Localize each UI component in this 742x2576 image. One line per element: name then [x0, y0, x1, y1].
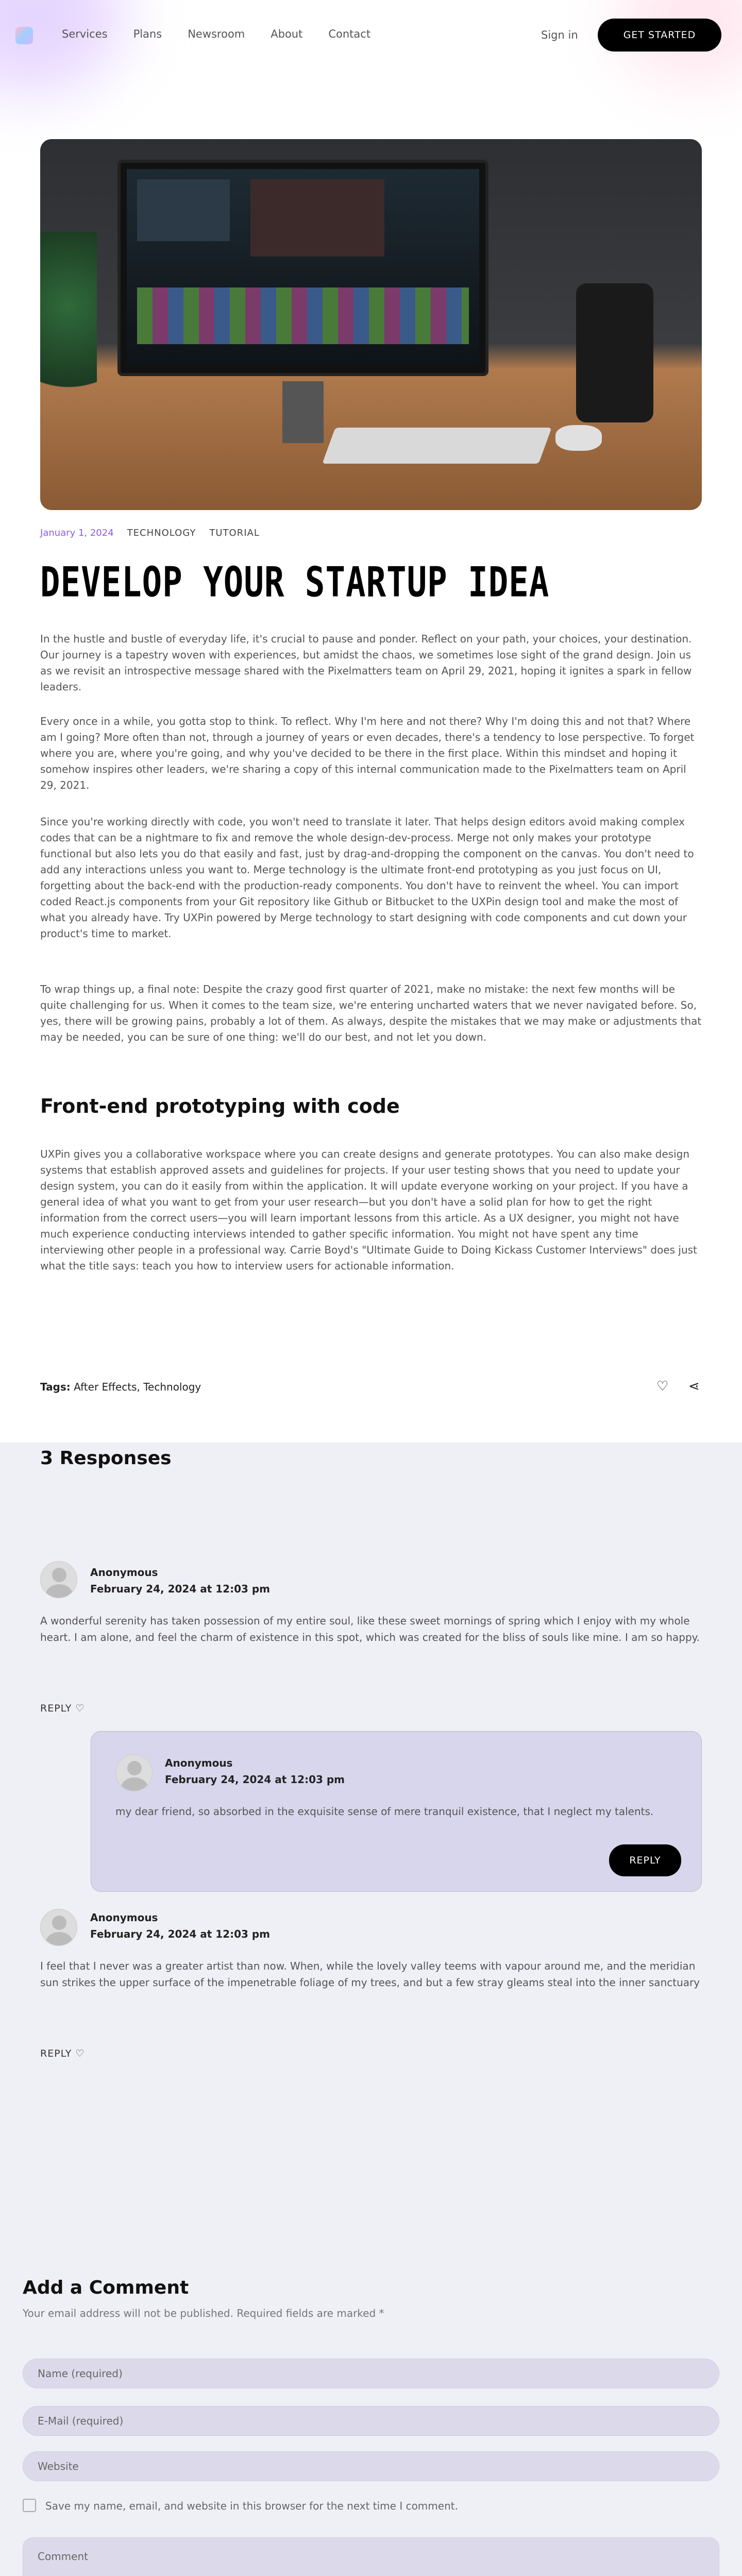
nav-contact[interactable]: Contact: [328, 28, 371, 40]
heart-icon[interactable]: ♡: [656, 1379, 669, 1394]
post-meta: [40, 528, 260, 538]
comment-text: my dear friend, so absorbed in the exquisite sense of mere tranquil existence, that I neglect my talents.: [115, 1805, 654, 1818]
hero-image: [40, 139, 702, 510]
nav-services[interactable]: Services: [62, 28, 108, 40]
save-info-checkbox[interactable]: [23, 2499, 36, 2512]
category-technology[interactable]: TECHNOLOGY: [127, 528, 196, 538]
reply-link[interactable]: REPLY ♡: [40, 1703, 85, 1714]
post-paragraph: Since you're working directly with code, you won't need to translate it later. That helps design editors avoid making complex codes that can be a nightmare to fix and remove the whole design-dev-process. Merge not only makes your prototype functional but also lets you do that easily and fast, just by drag-and-dropping the component on the canvas. You don't need to add any interactions unless you want to. Merge technology is the ultimate front-end prototyping as you just focus on UI, forgetting about the back-end with the production-ready components. You don't have to reinvent the wheel. You can import coded React.js components from your Git repository like Github or Bitbucket to the UXPin design tool and make the most of what you already have. Try UXPin powered by Merge technology to start designing with code components and cut down your product's time to market.: [40, 816, 694, 940]
post-paragraph: To wrap things up, a final note: Despite the crazy good first quarter of 2021, make no mistake: the next few months will be quite challenging for us. When it comes to the team size, we're entering uncharted waters that we never navigated before. So, yes, there will be growing pains, probably a lot of them. As always, despite the mistakes that we may make or adjustments that may be needed, you can be sure of one thing: we'll do our best, and not let you down.: [40, 983, 702, 1043]
comment-date: February 24, 2024 at 12:03 pm: [165, 1773, 345, 1786]
reply-button[interactable]: REPLY: [609, 1844, 681, 1876]
comment-textarea[interactable]: Comment: [23, 2537, 719, 2576]
comment-text: A wonderful serenity has taken possession of my entire soul, like these sweet mornings of spring which I enjoy with my whole heart. I am alone, and feel the charm of existence in this spot, which was created for the bliss of souls like mine. I am so happy.: [40, 1615, 700, 1643]
post-title: DEVELOP YOUR STARTUP IDEA: [40, 559, 550, 607]
tags-list[interactable]: After Effects, Technology: [74, 1381, 201, 1393]
heart-icon[interactable]: ♡: [75, 2048, 85, 2059]
post-paragraph: UXPin gives you a collaborative workspace where you can create designs and generate prototypes. You can also make design systems that establish approved assets and guidelines for projects. If your user testing shows that you need to update your design system, you can do it easily from within the application. It will update everyone working on your project. If you have a general idea of what you want to get from your user research—but you don't have a solid plan for how to get the right information from the correct users—you will learn important lessons from this article. As a UX designer, you might not have much experience conducting interviews intended to gather specific information. You might not have spent any time interviewing other people in a professional way. Carrie Boyd's "Ultimate Guide to Doing Kickass Customer Interviews" does just what the title says: teach you how to interview users for actionable information.: [40, 1148, 697, 1272]
comment-date: February 24, 2024 at 12:03 pm: [90, 1583, 271, 1595]
nav-newsroom[interactable]: Newsroom: [188, 28, 245, 40]
comment-author: Anonymous: [90, 1911, 158, 1924]
comment-author: Anonymous: [90, 1566, 158, 1579]
avatar: [115, 1754, 153, 1791]
mouse-shape: [555, 425, 602, 451]
responses-title: 3 Responses: [40, 1448, 172, 1469]
keyboard-shape: [322, 428, 551, 464]
main-nav: [62, 28, 370, 40]
name-field[interactable]: Name (required): [23, 2359, 719, 2388]
post-paragraph: Every once in a while, you gotta stop to think. To reflect. Why I'm here and not there? Why I'm doing this and not that? Where am I going? More often than not, through a journey of years or even decades, there's a tendency to lose perspective. To forget where you are, where you're going, and why you've decided to be there in the first place. Within this mindset and hoping it somehow inspires other leaders, we're sharing a copy of this internal communication made to the Pixelmatters team on April 29, 2021.: [40, 715, 695, 791]
sign-in-link[interactable]: Sign in: [541, 29, 578, 41]
section-heading: Front-end prototyping with code: [40, 1095, 400, 1117]
post-date: January 1, 2024: [40, 528, 114, 538]
add-comment-note: Your email address will not be published. Required fields are marked *: [23, 2307, 384, 2319]
post-tags: [40, 1381, 201, 1393]
logo-icon[interactable]: [15, 27, 33, 44]
nav-about[interactable]: About: [271, 28, 303, 40]
monitor-shape: [117, 160, 488, 376]
tags-label: Tags:: [40, 1381, 71, 1393]
post-paragraph: In the hustle and bustle of everyday life, it's crucial to pause and ponder. Reflect on your path, your choices, your destination. Our journey is a tapestry woven with experiences, but amidst the chaos, we sometimes lose sight of the grand design. Join us as we revisit an introspective message shared with the Pixelmatters team on April 29, 2021, hoping it ignites a spark in fellow leaders.: [40, 633, 692, 693]
avatar: [40, 1909, 77, 1946]
comment-text: I feel that I never was a greater artist than now. When, while the lovely valley teems with vapour around me, and the meridian sun strikes the upper surface of the impenetrable foliage of my trees, and but a few stray gleams steal into the inner sanctuary: [40, 1960, 700, 1989]
comment-date: February 24, 2024 at 12:03 pm: [90, 1928, 271, 1940]
nav-plans[interactable]: Plans: [133, 28, 162, 40]
category-tutorial[interactable]: TUTORIAL: [209, 528, 260, 538]
computer-tower: [576, 283, 653, 422]
monitor-stand: [282, 381, 324, 443]
website-field[interactable]: Website: [23, 2451, 719, 2481]
heart-icon[interactable]: ♡: [75, 1703, 85, 1714]
site-header: [0, 0, 742, 67]
plant-shape: [40, 232, 97, 417]
save-info-label: Save my name, email, and website in this browser for the next time I comment.: [45, 2500, 458, 2512]
avatar: [40, 1561, 77, 1598]
reply-link[interactable]: REPLY ♡: [40, 2048, 85, 2059]
get-started-button[interactable]: GET STARTED: [598, 19, 721, 52]
add-comment-title: Add a Comment: [23, 2277, 189, 2298]
share-icon[interactable]: ⋖: [688, 1379, 700, 1394]
email-field[interactable]: E-Mail (required): [23, 2406, 719, 2436]
comment-author: Anonymous: [165, 1757, 233, 1769]
